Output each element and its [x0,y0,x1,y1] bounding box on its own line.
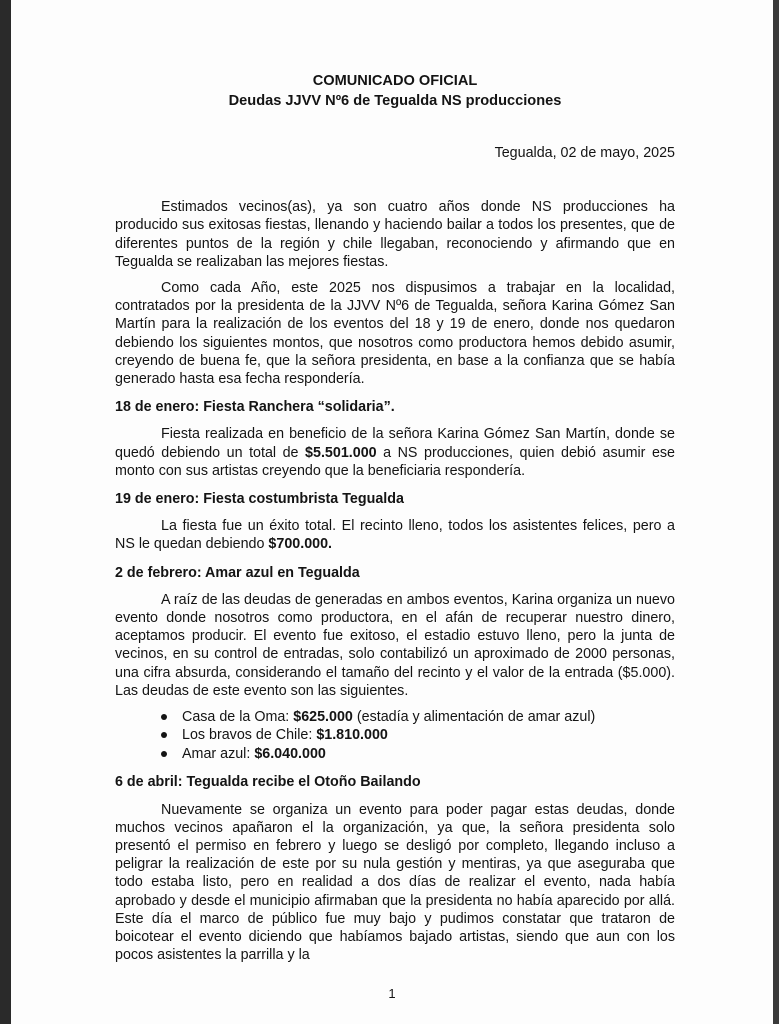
list-item [182,708,675,726]
paragraph-text: a NS producciones, quien debió asumir ese monto con sus artistas creyendo que la beneficiaria respondería. [115,444,676,479]
section-paragraph-19-enero [115,517,675,553]
bullet-icon [161,732,167,738]
debt-amount: $5.501.000 [305,444,377,461]
page-number: 1 [388,986,396,1001]
date-line: Tegualda, 02 de mayo, 2025 [494,145,675,161]
document-content [115,71,675,972]
section-paragraph-18-enero [115,425,675,480]
section-title-18-enero: 18 de enero: Fiesta Ranchera “solidaria”. [115,399,395,416]
debt-note: (estadía y alimentación de amar azul) [352,709,596,726]
intro-paragraph-1: Estimados vecinos(as), ya son cuatro años donde NS producciones ha producido sus exitosas fiestas, llenando y haciendo bailar a todos los presentes, que de diferentes puntos de la región y chile llegaban, reconociendo y afirmando que en Tegualda se realizaban las mejores fiestas. [115,199,675,270]
section-paragraph-2-febrero: A raíz de las deudas de generadas en ambos eventos, Karina organiza un nuevo evento donde nosotros como productora, en el afán de recuperar nuestro dinero, aceptamos producir. El evento fue exitoso, el estadio estuvo lleno, pero la junta de vecinos, en su control de entradas, solo contabilizó un aproximado de 2000 personas, una cifra absurda, considerando el tamaño del recinto y el valor de la entrada ($5.000). Las deudas de este evento son las siguientes. [115,591,675,699]
section-title-19-enero: 19 de enero: Fiesta costumbrista Tegualda [115,491,404,508]
section-title-6-abril: 6 de abril: Tegualda recibe el Otoño Bailando [115,774,421,791]
list-item [182,726,675,744]
photo-edge-left [0,0,11,1024]
debt-amount: $700.000. [268,536,333,553]
intro-paragraph-2: Como cada Año, este 2025 nos dispusimos a trabajar en la localidad, contratados por la presidenta de la JJVV Nº6 de Tegualda, señora Karina Gómez San Martín para la realización de los eventos del 18 y 19 de enero, donde nos quedaron debiendo los siguientes montos, que nosotros como productora hemos debido asumir, creyendo de buena fe, que la señora presidenta, en base a la confianza que se había generado hasta esa fecha respondería. [115,280,675,388]
document-title: COMUNICADO OFICIAL [312,73,478,89]
debt-amount: $1.810.000 [316,727,388,744]
photo-edge-right [773,0,779,1024]
section-title-2-febrero: 2 de febrero: Amar azul en Tegualda [115,564,360,581]
paragraph-text: Fiesta realizada en beneficio de la señora Karina Gómez San Martín, donde se quedó debiendo un total de [115,426,675,461]
debt-list [115,708,675,763]
document-subtitle: Deudas JJVV Nº6 de Tegualda NS producciones [228,93,562,109]
bullet-icon [161,714,167,720]
section-paragraph-6-abril: Nuevamente se organiza un evento para poder pagar estas deudas, donde muchos vecinos apañaron el la organización, ya que, la señora presidenta solo presentó el permiso en febrero y luego se desligó por completo, llegando incluso a peligrar la realización de este por su nula gestión y mentiras, ya que aseguraba que todo estaba listo, pero en realidad a dos días de realizar el evento, nada había aprobado y desde el municipio afirmaban que la presidenta no había aparecido por allá. Este día el marco de público fue muy bajo y pudimos constatar que trataron de boicotear el evento diciendo que habíamos bajado artistas, siendo que aun con los pocos asistentes la parrilla y la [115,801,675,964]
list-item [182,745,675,763]
debt-amount: $6.040.000 [254,745,326,762]
debt-label: Casa de la Oma: [182,709,294,726]
paragraph-text: La fiesta fue un éxito total. El recinto lleno, todos los asistentes felices, pero a NS le quedan debiendo [115,518,675,553]
debt-label: Amar azul: [182,745,255,762]
bullet-icon [161,751,167,757]
debt-label: Los bravos de Chile: [182,727,317,744]
document-page [11,0,773,1024]
debt-amount: $625.000 [293,709,353,726]
